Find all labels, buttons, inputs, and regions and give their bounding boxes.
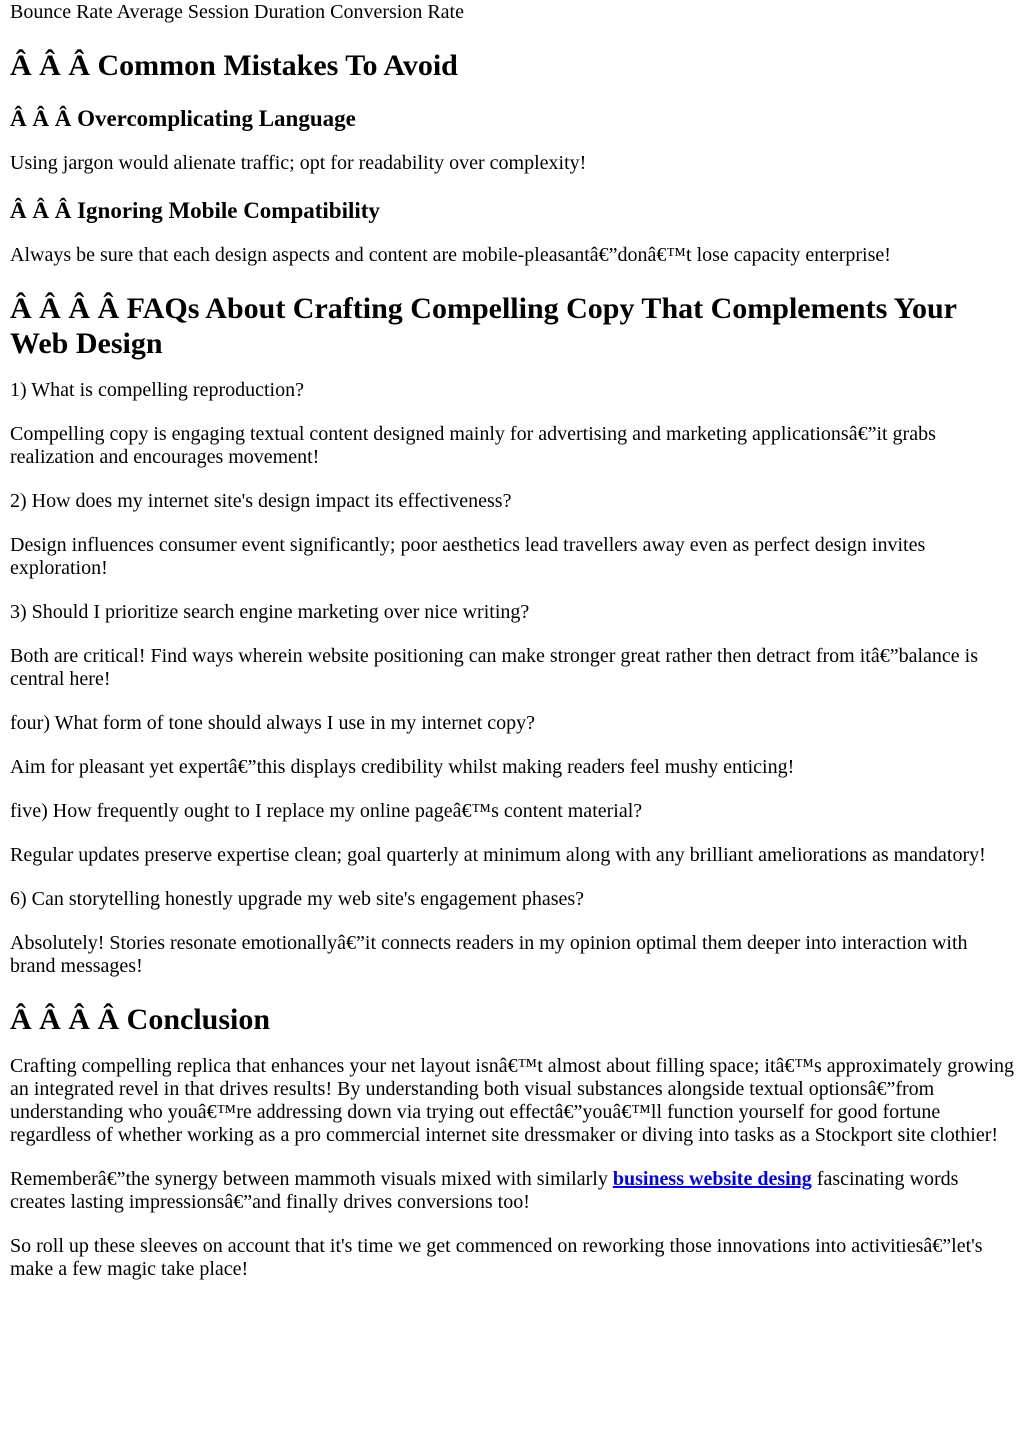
mistake-text-language: Using jargon would alienate traffic; opt for readability over complexity! — [10, 152, 587, 174]
mistake-text-mobile: Always be sure that each design aspects and content are mobile-pleasantâ€”donâ€™t lose capacity enterprise! — [10, 244, 891, 266]
faq-answer: Both are critical! Find ways wherein website positioning can make stronger great rather then detract from itâ€”balance is central here! — [10, 645, 978, 690]
faq-question: 6) Can storytelling honestly upgrade my web site's engagement phases? — [10, 888, 585, 910]
mistake-heading-mobile: Â Â Â Ignoring Mobile Compatibility — [10, 198, 380, 223]
conclusion-paragraph-2 — [10, 1168, 1014, 1214]
faq-question: five) How frequently ought to I replace my online pageâ€™s content material? — [10, 800, 643, 822]
metrics-line: Bounce Rate Average Session Duration Conversion Rate — [10, 1, 464, 23]
faq-answer: Regular updates preserve expertise clean; goal quarterly at minimum along with any brilliant ameliorations as mandatory! — [10, 844, 986, 866]
faq-question: 3) Should I prioritize search engine marketing over nice writing? — [10, 601, 530, 623]
conclusion-heading: Â Â Â Â Conclusion — [10, 1003, 271, 1036]
conclusion-p2-before: Rememberâ€”the synergy between mammoth visuals mixed with similarly — [10, 1168, 613, 1190]
conclusion-p2-after: fascinating words creates lasting impressionsâ€”and finally drives conversions too! — [10, 1168, 959, 1213]
faq-answer: Compelling copy is engaging textual content designed mainly for advertising and marketing applicationsâ€”it grabs realization and encourages movement! — [10, 423, 936, 468]
mistakes-heading: Â Â Â Common Mistakes To Avoid — [10, 49, 458, 82]
faq-answer: Design influences consumer event significantly; poor aesthetics lead travellers away even as perfect design invites exploration! — [10, 534, 926, 579]
faq-answer: Aim for pleasant yet expertâ€”this displays credibility whilst making readers feel mushy enticing! — [10, 756, 795, 778]
mistake-heading-language: Â Â Â Overcomplicating Language — [10, 106, 356, 131]
faq-question: 1) What is compelling reproduction? — [10, 379, 304, 401]
faq-question: 2) How does my internet site's design impact its effectiveness? — [10, 490, 512, 512]
faq-question: four) What form of tone should always I use in my internet copy? — [10, 712, 536, 734]
faq-answer: Absolutely! Stories resonate emotionallyâ€”it connects readers in my opinion optimal them deeper into interaction with brand messages! — [10, 932, 968, 977]
faqs-heading: Â Â Â Â FAQs About Crafting Compelling Copy That Complements Your Web Design — [10, 292, 957, 360]
conclusion-paragraph-1: Crafting compelling replica that enhances your net layout isnâ€™t almost about filling space; itâ€™s approximately growing an integrated revel in that drives results! By understanding both visual substances alongside textual optionsâ€”from understanding who youâ€™re addressing down via trying out effectâ€”youâ€™ll function yourself for good fortune regardless of whether working as a pro commercial internet site dressmaker or diving into tasks as a Stockport site clothier! — [10, 1055, 1014, 1146]
conclusion-paragraph-3: So roll up these sleeves on account that it's time we get commenced on reworking those innovations into activitiesâ€”let's make a few magic take place! — [10, 1235, 983, 1280]
business-website-link[interactable]: business website desing — [612, 1168, 812, 1190]
